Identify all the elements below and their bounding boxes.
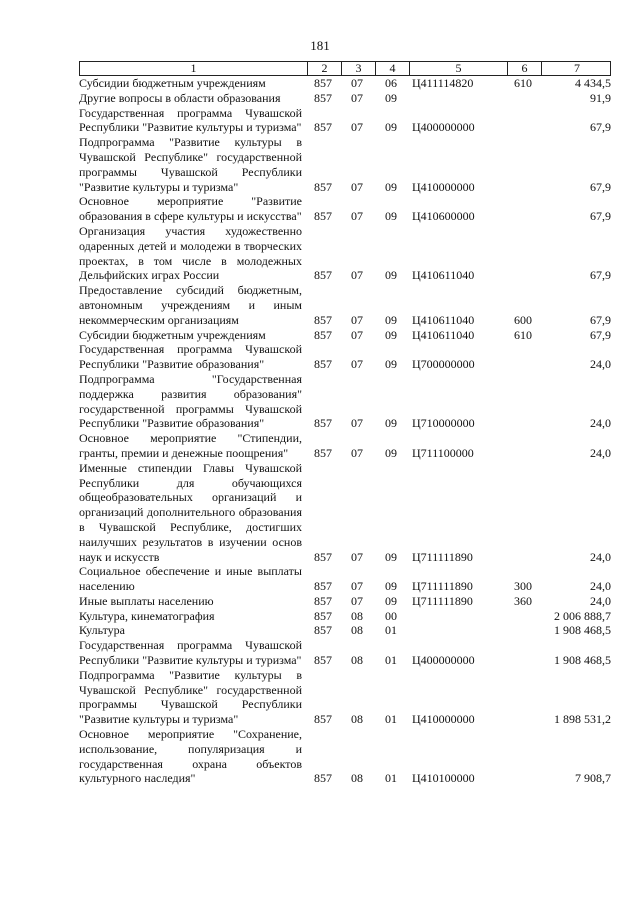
row-name: Подпрограмма "Развитие культуры в Чувашской Республике" государственной программы Чувашской Республики "Развитие культуры и туризма" [79, 667, 302, 727]
row-subsection-code: 09 [385, 209, 397, 224]
table-row [79, 638, 611, 668]
table-row [79, 564, 611, 594]
row-subsection-code: 09 [385, 579, 397, 594]
row-target-code: Ц411114820 [412, 76, 474, 90]
row-name: Организация участия художественно одаренных детей и молодежи в творческих проектах, в том числе в молодежных Дельфийских играх России [79, 223, 302, 283]
row-subsection-code: 01 [385, 712, 397, 727]
row-target-code: Ц711111890 [412, 579, 473, 594]
header-cell: 4 [375, 62, 409, 75]
row-section-code: 07 [351, 327, 363, 342]
row-amount: 24,0 [590, 593, 611, 608]
row-amount: 24,0 [590, 416, 611, 431]
row-amount: 67,9 [590, 209, 611, 224]
row-name: Государственная программа Чувашской Республики "Развитие образования" [79, 342, 302, 372]
row-target-code: Ц710000000 [412, 416, 475, 431]
row-name: Другие вопросы в области образования [79, 90, 281, 105]
row-name: Социальное обеспечение и иные выплаты населению [79, 564, 302, 594]
table-row [79, 342, 611, 372]
row-name: Подпрограмма "Развитие культуры в Чувашской Республике" государственной программы Чувашской Республики "Развитие культуры и туризма" [79, 135, 302, 194]
row-subsection-code: 01 [385, 653, 397, 668]
row-name: Предоставление субсидий бюджетным, автономным учреждениям и иным некоммерческим организациям [79, 283, 302, 327]
row-subsection-code: 09 [385, 445, 397, 460]
row-target-code: Ц410611040 [412, 268, 475, 283]
row-section-code: 07 [351, 179, 363, 194]
table-row [79, 668, 611, 727]
row-name: Именные стипендии Главы Чувашской Республики для обучающихся общеобразовательных организаций и организаций дополнительного образования в Чувашской Республике, достигших наилучших результатов в изучении основ наук и искусств [79, 460, 302, 564]
table-row [79, 609, 611, 624]
table-row [79, 76, 611, 91]
row-name: Культура, кинематография [79, 608, 215, 623]
row-subsection-code: 09 [385, 416, 397, 431]
row-ministry-code: 857 [314, 549, 332, 564]
row-ministry-code: 857 [314, 357, 332, 372]
row-target-code: Ц711100000 [412, 445, 474, 460]
row-amount: 2 006 888,7 [554, 608, 611, 623]
table-row [79, 283, 611, 327]
header-cell: 2 [307, 62, 341, 75]
row-section-code: 08 [351, 623, 363, 638]
row-amount: 67,9 [590, 268, 611, 283]
row-ministry-code: 857 [314, 179, 332, 194]
row-name: Государственная программа Чувашской Республики "Развитие культуры и туризма" [79, 638, 302, 668]
row-ministry-code: 857 [314, 712, 332, 727]
row-ministry-code: 857 [314, 653, 332, 668]
row-target-code: Ц711111890 [412, 549, 473, 564]
table-row [79, 594, 611, 609]
row-section-code: 07 [351, 357, 363, 372]
row-section-code: 07 [351, 120, 363, 135]
table-row [79, 461, 611, 565]
row-amount: 1 908 468,5 [554, 653, 611, 668]
page-number: 181 [310, 38, 330, 53]
row-section-code: 07 [351, 549, 363, 564]
row-subsection-code: 01 [385, 623, 397, 638]
row-amount: 4 434,5 [575, 76, 611, 90]
budget-table [79, 61, 611, 786]
row-amount: 7 908,7 [575, 771, 611, 786]
row-amount: 67,9 [590, 120, 611, 135]
row-name: Государственная программа Чувашской Республики "Развитие культуры и туризма" [79, 105, 302, 135]
row-name: Субсидии бюджетным учреждениям [79, 327, 266, 342]
header-cell: 5 [409, 62, 507, 75]
header-cell: 7 [541, 62, 612, 75]
row-subsection-code: 09 [385, 549, 397, 564]
row-target-code: Ц410000000 [412, 712, 475, 727]
row-ministry-code: 857 [314, 579, 332, 594]
row-section-code: 07 [351, 593, 363, 608]
row-ministry-code: 857 [314, 209, 332, 224]
row-amount: 1 908 468,5 [554, 623, 611, 638]
table-row [79, 328, 611, 343]
row-ministry-code: 857 [314, 327, 332, 342]
row-subsection-code: 09 [385, 357, 397, 372]
row-target-code: Ц400000000 [412, 120, 475, 135]
table-row [79, 91, 611, 106]
row-section-code: 07 [351, 209, 363, 224]
row-ministry-code: 857 [314, 445, 332, 460]
table-row [79, 623, 611, 638]
table-row [79, 194, 611, 224]
header-cell: 1 [190, 61, 197, 75]
row-amount: 67,9 [590, 327, 611, 342]
row-target-code: Ц410611040 [412, 312, 475, 327]
row-amount: 24,0 [590, 549, 611, 564]
row-ministry-code: 857 [314, 90, 332, 105]
row-name: Иные выплаты населению [79, 593, 214, 608]
row-subsection-code: 00 [385, 608, 397, 623]
row-amount: 24,0 [590, 445, 611, 460]
row-name: Культура [79, 623, 125, 638]
row-name: Основное мероприятие "Развитие образования в сфере культуры и искусства" [79, 194, 302, 224]
row-section-code: 07 [351, 445, 363, 460]
row-amount: 24,0 [590, 579, 611, 594]
row-expense-type: 360 [514, 593, 532, 608]
row-target-code: Ц711111890 [412, 593, 473, 608]
row-amount: 91,9 [590, 90, 611, 105]
table-row [79, 106, 611, 136]
row-expense-type: 610 [514, 76, 532, 90]
row-name: Основное мероприятие "Сохранение, использование, популяризация и государственная охрана объектов культурного наследия" [79, 727, 302, 786]
row-subsection-code: 01 [385, 771, 397, 786]
row-section-code: 08 [351, 653, 363, 668]
row-target-code: Ц410600000 [412, 209, 475, 224]
row-ministry-code: 857 [314, 268, 332, 283]
header-cell: 6 [507, 62, 541, 75]
row-target-code: Ц410100000 [412, 771, 475, 786]
row-section-code: 08 [351, 608, 363, 623]
row-subsection-code: 09 [385, 312, 397, 327]
row-subsection-code: 09 [385, 120, 397, 135]
table-row [79, 431, 611, 461]
row-expense-type: 610 [514, 327, 532, 342]
row-amount: 67,9 [590, 179, 611, 194]
table-row [79, 372, 611, 431]
row-amount: 1 898 531,2 [554, 712, 611, 727]
row-subsection-code: 09 [385, 268, 397, 283]
row-ministry-code: 857 [314, 608, 332, 623]
header-cell: 3 [341, 62, 375, 75]
row-ministry-code: 857 [314, 76, 332, 90]
row-ministry-code: 857 [314, 416, 332, 431]
row-subsection-code: 09 [385, 90, 397, 105]
row-section-code: 07 [351, 312, 363, 327]
row-section-code: 08 [351, 712, 363, 727]
row-section-code: 07 [351, 416, 363, 431]
row-name: Основное мероприятие "Стипендии, гранты, премии и денежные поощрения" [79, 431, 302, 460]
row-section-code: 07 [351, 76, 363, 90]
row-section-code: 07 [351, 268, 363, 283]
table-body [79, 76, 611, 786]
row-target-code: Ц410000000 [412, 179, 475, 194]
row-target-code: Ц400000000 [412, 653, 475, 668]
row-target-code: Ц410611040 [412, 327, 475, 342]
row-expense-type: 600 [514, 312, 532, 327]
table-row [79, 224, 611, 283]
row-ministry-code: 857 [314, 120, 332, 135]
row-ministry-code: 857 [314, 312, 332, 327]
row-target-code: Ц700000000 [412, 357, 475, 372]
row-subsection-code: 09 [385, 327, 397, 342]
row-amount: 67,9 [590, 312, 611, 327]
table-row [79, 135, 611, 194]
row-subsection-code: 09 [385, 179, 397, 194]
row-subsection-code: 09 [385, 593, 397, 608]
row-expense-type: 300 [514, 579, 532, 594]
row-section-code: 07 [351, 579, 363, 594]
row-amount: 24,0 [590, 357, 611, 372]
table-row [79, 727, 611, 786]
table-header [79, 61, 611, 76]
row-ministry-code: 857 [314, 593, 332, 608]
row-section-code: 08 [351, 771, 363, 786]
row-name: Субсидии бюджетным учреждениям [79, 76, 266, 90]
row-section-code: 07 [351, 90, 363, 105]
row-ministry-code: 857 [314, 623, 332, 638]
row-name: Подпрограмма "Государственная поддержка развития образования" государственной программы Чувашской Республики "Развитие образования" [79, 371, 302, 431]
row-ministry-code: 857 [314, 771, 332, 786]
row-subsection-code: 06 [385, 76, 397, 90]
